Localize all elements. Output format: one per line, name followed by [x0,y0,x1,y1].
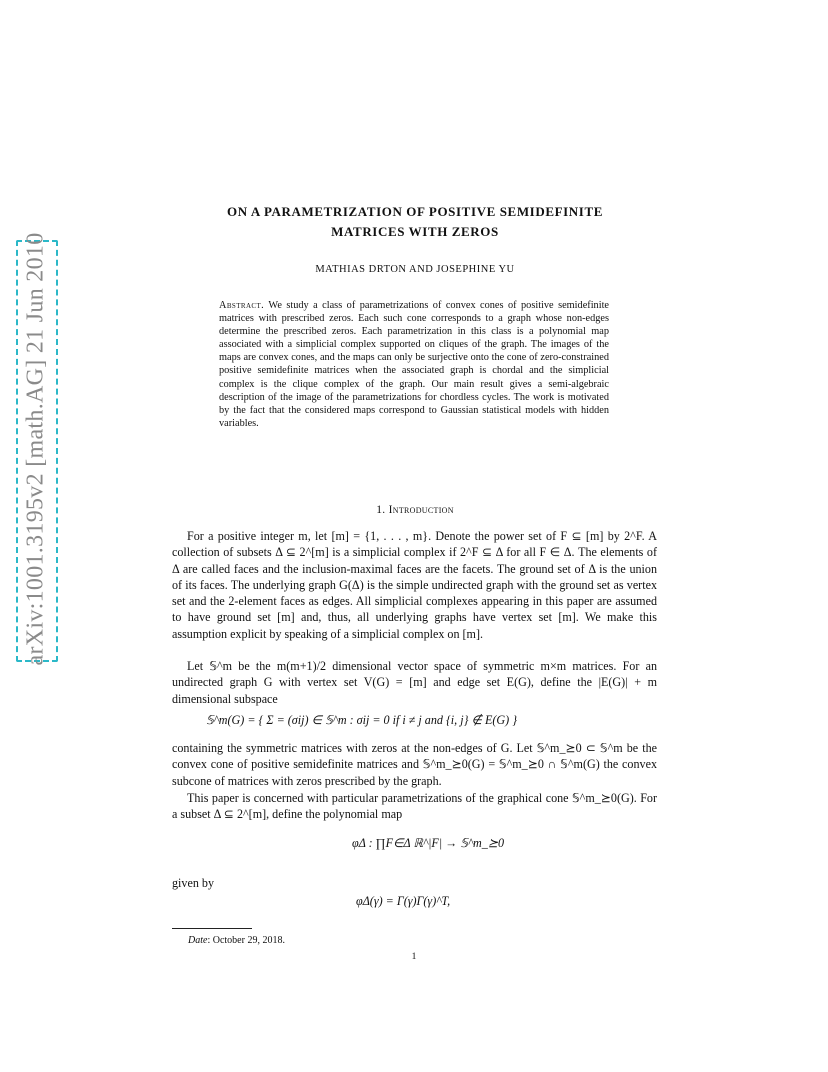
page-number: 1 [411,952,417,962]
stamp-text: arXiv:1001.3195v2 [math.AG] 21 Jun 2010 [22,232,49,666]
arxiv-stamp [16,232,56,666]
equation-map: φΔ : ∏F∈Δ ℝ^|F| → 𝕊^m_⪰0 [352,836,505,850]
title-line-1: ON A PARAMETRIZATION OF POSITIVE SEMIDEFINITE [226,204,603,219]
footnote-date [188,935,285,946]
paragraph-4: This paper is concerned with particular parametrizations of the graphical cone 𝕊^m_⪰0(G). For a subset Δ ⊆ 2^[m], define the polynomial map [172,791,657,822]
title-line-2: MATRICES WITH ZEROS [331,224,499,239]
section-title: Introduction [388,504,454,516]
footnote-text: : October 29, 2018. [207,935,285,946]
footnote-rule [172,928,252,929]
authors: MATHIAS DRTON AND JOSEPHINE YU [315,264,515,275]
abstract [219,299,609,430]
paragraph-1: For a positive integer m, let [m] = {1, . . . , m}. Denote the power set of F ⊆ [m] by 2^F. A collection of subsets Δ ⊆ 2^[m] is a simplicial complex if 2^F ⊆ Δ for all F ∈ Δ. The elements of Δ are called faces and the inclusion-maximal faces are the facets. The ground set of Δ is the union of its faces. The underlying graph G(Δ) is the simple undirected graph with the ground set as vertex set and the 2-element faces as edges. All simplicial complexes appearing in this paper are assumed to have ground set [m] and, thus, all underlying graphs have vertex set [m]. We make this assumption explicit by speaking of a simplicial complex on [m]. [172,529,657,641]
abstract-label: Abstract. [219,300,265,311]
footnote-label: Date [188,935,208,946]
abstract-text: We study a class of parametrizations of convex cones of positive semidefinite matrices with prescribed zeros. Each such cone corresponds to a graph whose non-edges determine the prescribed zeros. Each parametrization in this class is a polynomial map associated with a simplicial complex supported on cliques of the graph. The images of the maps are convex cones, and the maps can only be surjective onto the cone of zero-constrained positive semidefinite matrices when the associated graph is chordal and the simplicial complex is the clique complex of the graph. Our main result gives a semi-algebraic description of the image of the parametrizations for chordless cycles. The work is motivated by the fact that the considered maps correspond to Gaussian statistical models with hidden variables. [219,300,609,429]
equation-definition: φΔ(γ) = Γ(γ)Γ(γ)^T, [356,894,451,908]
section-heading [170,504,660,516]
paragraph-5: given by [172,876,214,890]
paragraph-2: Let 𝕊^m be the m(m+1)/2 dimensional vector space of symmetric m×m matrices. For an undirected graph G with vertex set V(G) = [m] and edge set E(G), define the |E(G)| + m dimensional subspace [172,659,657,706]
paper-title [170,202,660,242]
paragraph-3: containing the symmetric matrices with zeros at the non-edges of G. Let 𝕊^m_⪰0 ⊂ 𝕊^m be the convex cone of positive semidefinite matrices and 𝕊^m_⪰0(G) = 𝕊^m_⪰0 ∩ 𝕊^m(G) the convex subcone of matrices with zeros prescribed by the graph. [172,741,657,788]
equation-subspace: 𝕊^m(G) = { Σ = (σij) ∈ 𝕊^m : σij = 0 if i ≠ j and {i, j} ∉ E(G) } [206,713,518,727]
section-number: 1. [376,504,386,516]
